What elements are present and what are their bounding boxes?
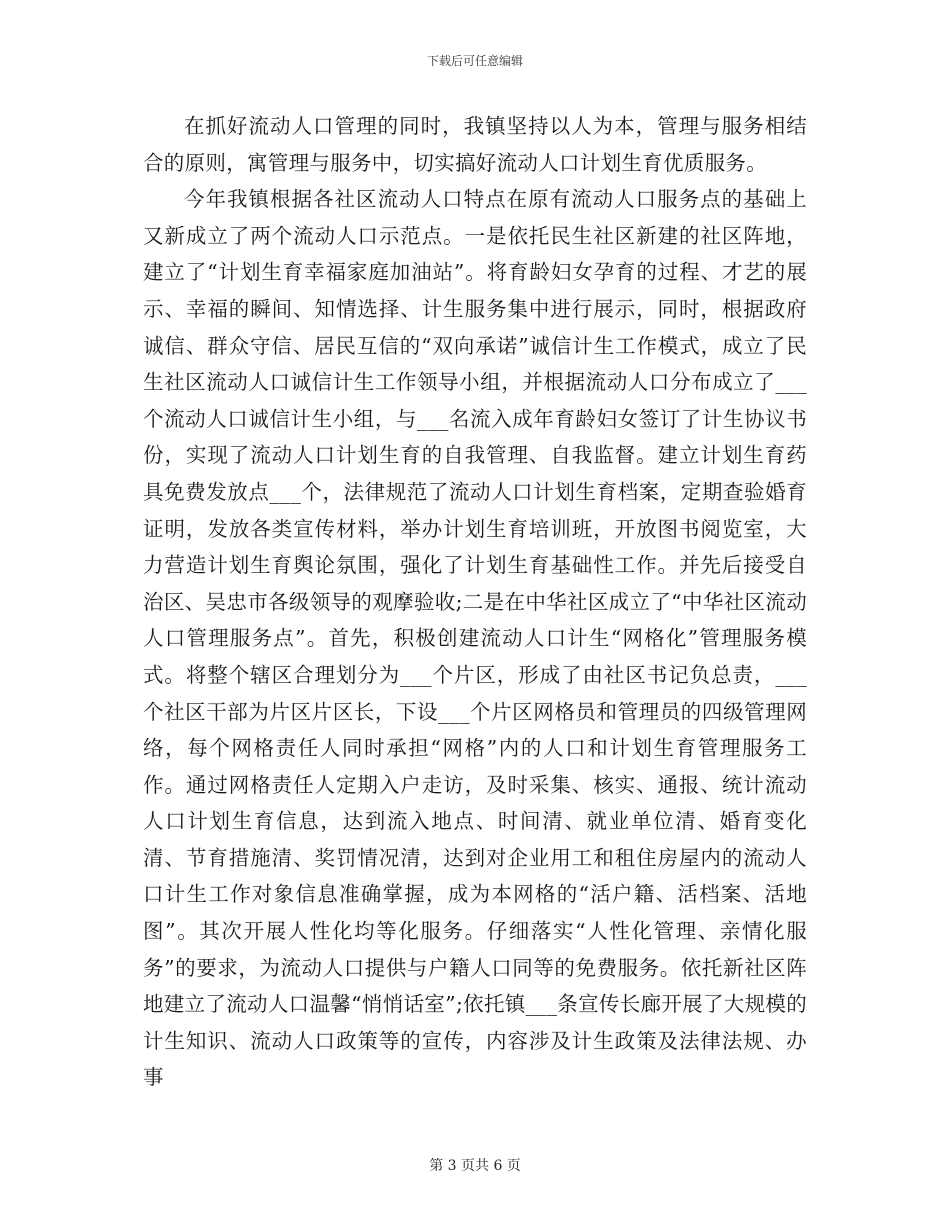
paragraph-1: 在抓好流动人口管理的同时，我镇坚持以人为本，管理与服务相结合的原则，寓管理与服务中，切实搞好流动人口计划生育优质服务。 — [143, 114, 807, 175]
page-header: 下载后可任意编辑 — [426, 54, 523, 68]
paragraph-2: 今年我镇根据各社区流动人口特点在原有流动人口服务点的基础上又新成立了两个流动人口示范点。一是依托民生社区新建的社区阵地，建立了“计划生育幸福家庭加油站”。将育龄妇女孕育的过程、才艺的展示、幸福的瞬间、知情选择、计生服务集中进行展示，同时，根据政府诚信、群众守信、居民互信的“双向承诺”诚信计生工作模式，成立了民生社区流动人口诚信计生工作领导小组，并根据流动人口分布成立了___个流动人口诚信计生小组，与___名流入成年育龄妇女签订了计生协议书份，实现了流动人口计划生育的自我管理、自我监督。建立计划生育药具免费发放点___个，法律规范了流动人口计划生育档案，定期查验婚育证明，发放各类宣传材料，举办计划生育培训班，开放图书阅览室，大力营造计划生育舆论氛围，强化了计划生育基础性工作。并先后接受自治区、吴忠市各级领导的观摩验收;二是在中华社区成立了“中华社区流动人口管理服务点”。首先，积极创建流动人口计生“网格化”管理服务模式。将整个辖区合理划分为___个片区，形成了由社区书记负总责，___个社区干部为片区片区长，下设___个片区网格员和管理员的四级管理网络，每个网格责任人同时承担“网格”内的人口和计划生育管理服务工作。通过网格责任人定期入户走访，及时采集、核实、通报、统计流动人口计划生育信息，达到流入地点、时间清、就业单位清、婚育变化清、节育措施清、奖罚情况清，达到对企业用工和租住房屋内的流动人口计生工作对象信息准确掌握，成为本网格的“活户籍、活档案、活地图”。其次开展人性化均等化服务。仔细落实“人性化管理、亲情化服务”的要求，为流动人口提供与户籍人口同等的免费服务。依托新社区阵地建立了流动人口温馨“悄悄话室”;依托镇___条宣传长廊开展了大规模的计生知识、流动人口政策等的宣传，内容涉及计生政策及法律法规、办事 — [143, 187, 807, 1090]
page-footer: 第 3 页共 6 页 — [429, 1158, 521, 1174]
body-text — [143, 108, 807, 1096]
